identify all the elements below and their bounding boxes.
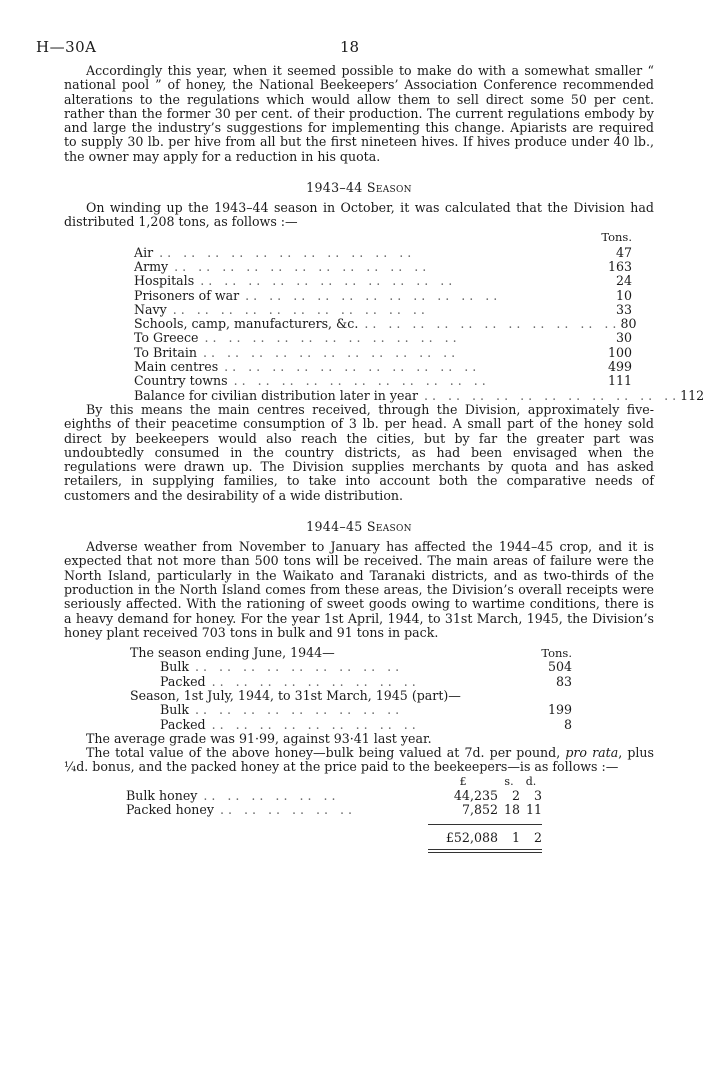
season-1943-summary-paragraph: By this means the main centres received, through the Division, approximately five-eighths of their peacetime consumption of 3 lb. per head. A small part of the honey sold direct by beekeepers would also reach the cities, but by far the greater part was undoubtedly consumed in the country districts, as had been envisaged when the regulations were drawn up. The Division supplies merchants by quota and has asked retailers, in supplying families, to take into account both the comparative needs of customers and the desirability of a wide distribution. — [64, 401, 654, 503]
document-page — [36, 38, 704, 853]
table-row: Bulk .. .. .. .. .. .. .. .. .. 504 — [160, 659, 572, 675]
table-row: Schools, camp, manufacturers, &c. .. .. .. .. .. .. .. .. .. .. .. 80 — [134, 316, 637, 332]
table-group-heading: Season, 1st July, 1944, to 31st March, 1945 (part)— — [130, 687, 461, 703]
season-1943-paragraph: On winding up the 1943–44 season in October, it was calculated that the Division had distributed 1,208 tons, as follows :— — [64, 200, 654, 230]
table-row: Main centres .. .. .. .. .. .. .. .. .. .. .. 499 — [134, 359, 632, 375]
page-number: 18 — [340, 38, 360, 56]
double-rule — [428, 849, 542, 853]
page-header — [36, 38, 654, 64]
table-group-heading: The season ending June, 1944— Tons. — [130, 645, 572, 661]
total-value-paragraph: The total value of the above honey—bulk being valued at 7d. per pound, pro rata, plus ¼d. bonus, and the packed honey at the price paid to the beekeepers—is as follows :— — [64, 745, 654, 775]
intro-paragraph: Accordingly this year, when it seemed possible to make do with a somewhat smaller “ national pool ” of honey, the National Beekeepers’ Association Conference recommended alterations to the regulations which would allow them to sell direct some 50 per cent. rather than the former 30 per cent. of their production. The current regulations embody by and large the industry’s suggestions for implementing this change. Apiarists are required to supply 30 lb. per hive from all but the first nineteen hives. If hives produce under 40 lb., the owner may apply for a reduction in his quota. — [64, 63, 654, 164]
table-row: Hospitals .. .. .. .. .. .. .. .. .. .. .. 24 — [134, 273, 632, 289]
table-row: Prisoners of war .. .. .. .. .. .. .. .. .. .. .. 10 — [134, 287, 632, 303]
receipts-table — [64, 646, 654, 732]
value-table — [64, 775, 654, 853]
table-row: Packed .. .. .. .. .. .. .. .. .. 8 — [160, 716, 572, 732]
season-1943-heading: 1943–44 Season — [306, 180, 412, 196]
table-row: Packed .. .. .. .. .. .. .. .. .. 83 — [160, 673, 572, 689]
currency-header: £ s. d. — [459, 774, 537, 788]
sum-rule — [428, 824, 542, 825]
table-row: Packed honey .. .. .. .. .. .. 7,852 18 11 — [126, 802, 542, 818]
table-row: Navy .. .. .. .. .. .. .. .. .. .. .. 33 — [134, 301, 632, 317]
table-row: Country towns .. .. .. .. .. .. .. .. .. .. .. 111 — [134, 373, 632, 389]
distribution-table — [64, 244, 704, 403]
table-row: Balance for civilian distribution later in year .. .. .. .. .. .. .. .. .. .. .. 112 — [134, 387, 704, 403]
table-row: Bulk honey .. .. .. .. .. .. 44,235 2 3 — [126, 788, 542, 804]
table-row: Bulk .. .. .. .. .. .. .. .. .. 199 — [160, 702, 572, 718]
table-row: To Britain .. .. .. .. .. .. .. .. .. .. .. 100 — [134, 344, 632, 360]
season-1944-paragraph: Adverse weather from November to January has affected the 1944–45 crop, and it is expected that not more than 500 tons will be received. The main areas of failure were the North Island, particularly in the Waikato and Taranaki districts, and as two-thirds of the production in the North Island comes from these areas, the Division’s overall receipts were seriously affected. With the rationing of sweet goods owing to wartime conditions, there is a heavy demand for honey. For the year 1st April, 1944, to 31st March, 1945, the Division’s honey plant received 703 tons in bulk and 91 tons in pack. — [64, 539, 654, 640]
table-row: To Greece .. .. .. .. .. .. .. .. .. .. .. 30 — [134, 330, 632, 346]
table-row: Army .. .. .. .. .. .. .. .. .. .. .. 163 — [134, 258, 632, 274]
table-row: Air .. .. .. .. .. .. .. .. .. .. .. 47 — [134, 244, 632, 260]
tons-unit-header: Tons. — [601, 229, 632, 244]
tons-unit-header: Tons. — [541, 646, 572, 661]
total-row: £52,088 1 2 — [445, 829, 542, 845]
average-grade-paragraph: The average grade was 91·99, against 93·41 last year. — [86, 730, 432, 746]
season-1944-heading: 1944–45 Season — [306, 519, 412, 535]
document-reference: H—30A — [36, 38, 97, 56]
